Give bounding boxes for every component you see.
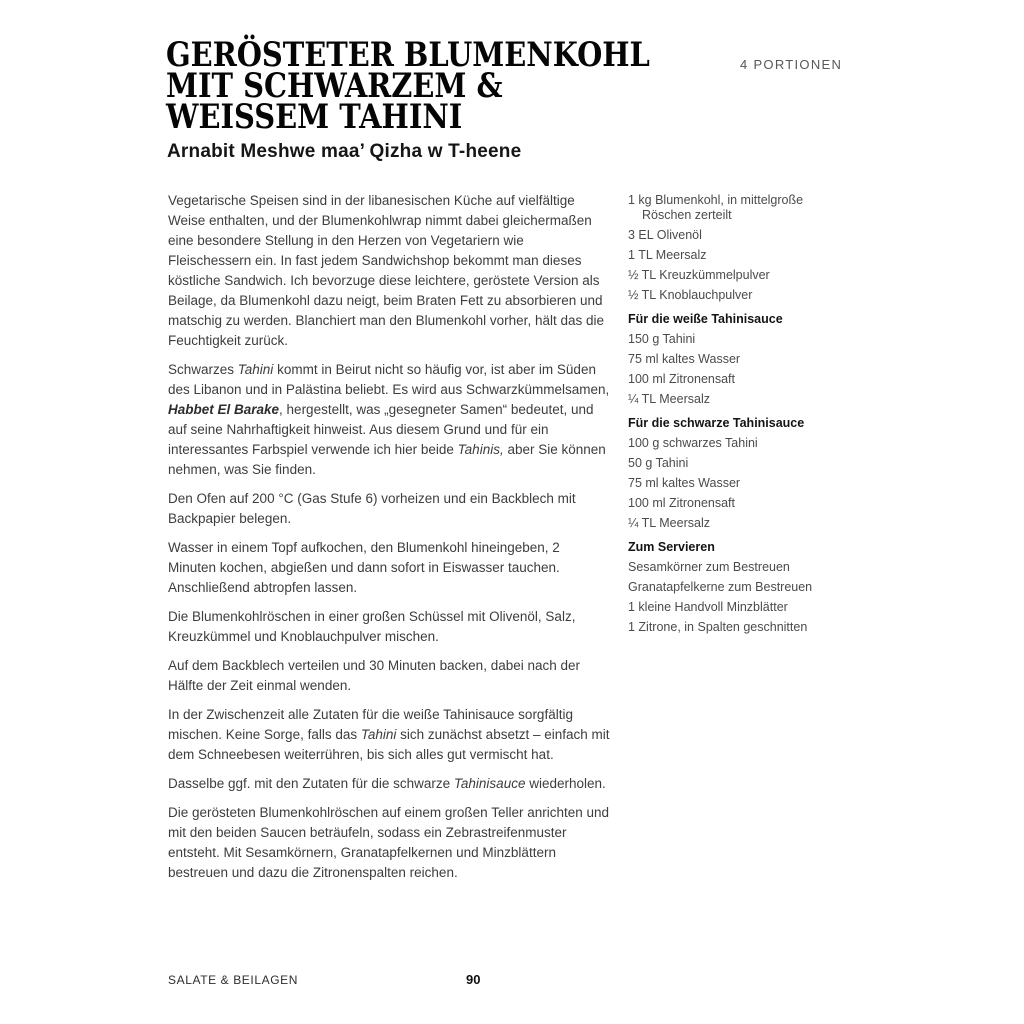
recipe-paragraph: Auf dem Backblech verteilen und 30 Minuten backen, dabei nach der Hälfte der Zeit einmal wenden. [168,658,581,693]
ingredient-item: 1 kg Blumenkohl, in mittelgroße Röschen zerteilt [628,193,804,222]
ingredient-item: 50 g Tahini [628,456,689,470]
recipe-title-line-3: WEISSEM TAHINI [166,97,463,137]
ingredient-item: 3 EL Olivenöl [628,228,702,242]
recipe-paragraph: Wasser in einem Topf aufkochen, den Blumenkohl hineingeben, 2 Minuten kochen, abgießen und dann sofort in Eiswasser tauchen. Anschließend abtropfen lassen. [168,540,560,595]
recipe-paragraph: Schwarzes Tahini kommt in Beirut nicht so häufig vor, ist aber im Süden des Libanon und in Palästina beliebt. Es wird aus Schwarzkümmelsamen, Habbet El Barake, hergestellt, was „gesegneter Samen“ bedeutet, und auf seine Nahrhaftigkeit hinweist. Aus diesem Grund und für ein interessantes Farbspiel verwende ich hier beide Tahinis, aber Sie können nehmen, was Sie finden. [168,362,610,477]
recipe-title-line-1: GERÖSTETER BLUMENKOHL [166,35,650,75]
recipe-paragraph: Dasselbe ggf. mit den Zutaten für die schwarze Tahinisauce wiederholen. [168,776,606,791]
ingredient-item: 100 ml Zitronensaft [628,372,735,386]
ingredient-group-heading: Für die weiße Tahinisauce [628,312,783,326]
ingredient-item: Granatapfelkerne zum Bestreuen [628,580,813,594]
ingredient-group-heading: Zum Servieren [628,540,715,554]
ingredient-item: 75 ml kaltes Wasser [628,476,741,490]
ingredient-item: Sesamkörner zum Bestreuen [628,560,790,574]
ingredients-column [628,193,828,640]
ingredient-item: ½ TL Knoblauchpulver [628,288,753,302]
ingredient-item: 75 ml kaltes Wasser [628,352,741,366]
ingredient-item: 1 kleine Handvoll Minzblätter [628,600,788,614]
ingredient-item: ¼ TL Meersalz [628,392,710,406]
recipe-paragraph: Die gerösteten Blumenkohlröschen auf einem großen Teller anrichten und mit den beiden Saucen beträufeln, sodass ein Zebrastreifenmuster entsteht. Mit Sesamkörnern, Granatapfelkernen und Minzblättern bestreuen und dazu die Zitronenspalten reichen. [168,805,610,880]
ingredient-group-heading: Für die schwarze Tahinisauce [628,416,805,430]
ingredient-item: 1 TL Meersalz [628,248,707,262]
ingredient-item: ¼ TL Meersalz [628,516,710,530]
ingredient-item: 150 g Tahini [628,332,696,346]
portions-label: 4 PORTIONEN [740,57,843,72]
recipe-paragraph: In der Zwischenzeit alle Zutaten für die weiße Tahinisauce sorgfältig mischen. Keine Sorge, falls das Tahini sich zunächst absetzt – einfach mit dem Schneebesen weiterrühren, bis sich alles gut vermischt hat. [168,707,610,762]
footer-section-label: SALATE & BEILAGEN [168,973,299,987]
recipe-paragraph: Vegetarische Speisen sind in der libanesischen Küche auf vielfältige Weise enthalten, und der Blumenkohlwrap nimmt dabei gleichermaßen eine besondere Stellung in den Herzen von Vegetariern wie Fleischessern ein. In fast jedem Sandwichshop bekommt man dieses köstliche Sandwich. Ich bevorzuge diese leichtere, geröstete Version als Beilage, da Blumenkohl dazu neigt, beim Braten Fett zu absorbieren und matschig zu werden. Blanchiert man den Blumenkohl vorher, hält das die Feuchtigkeit zurück. [168,193,604,348]
ingredient-item: 100 ml Zitronensaft [628,496,735,510]
recipe-title [166,35,693,137]
recipe-subtitle: Arnabit Meshwe maa’ Qizha w T-heene [167,141,522,162]
ingredient-item: 100 g schwarzes Tahini [628,436,758,450]
recipe-paragraph: Die Blumenkohlröschen in einer großen Schüssel mit Olivenöl, Salz, Kreuzkümmel und Knoblauchpulver mischen. [168,609,576,644]
recipe-method [168,191,610,892]
ingredient-item: ½ TL Kreuzkümmelpulver [628,268,770,282]
footer-page-number: 90 [466,972,481,987]
ingredient-item: 1 Zitrone, in Spalten geschnitten [628,620,808,634]
recipe-paragraph: Den Ofen auf 200 °C (Gas Stufe 6) vorheizen und ein Backblech mit Backpapier belegen. [168,491,576,526]
recipe-title-line-2: MIT SCHWARZEM & [166,66,503,106]
